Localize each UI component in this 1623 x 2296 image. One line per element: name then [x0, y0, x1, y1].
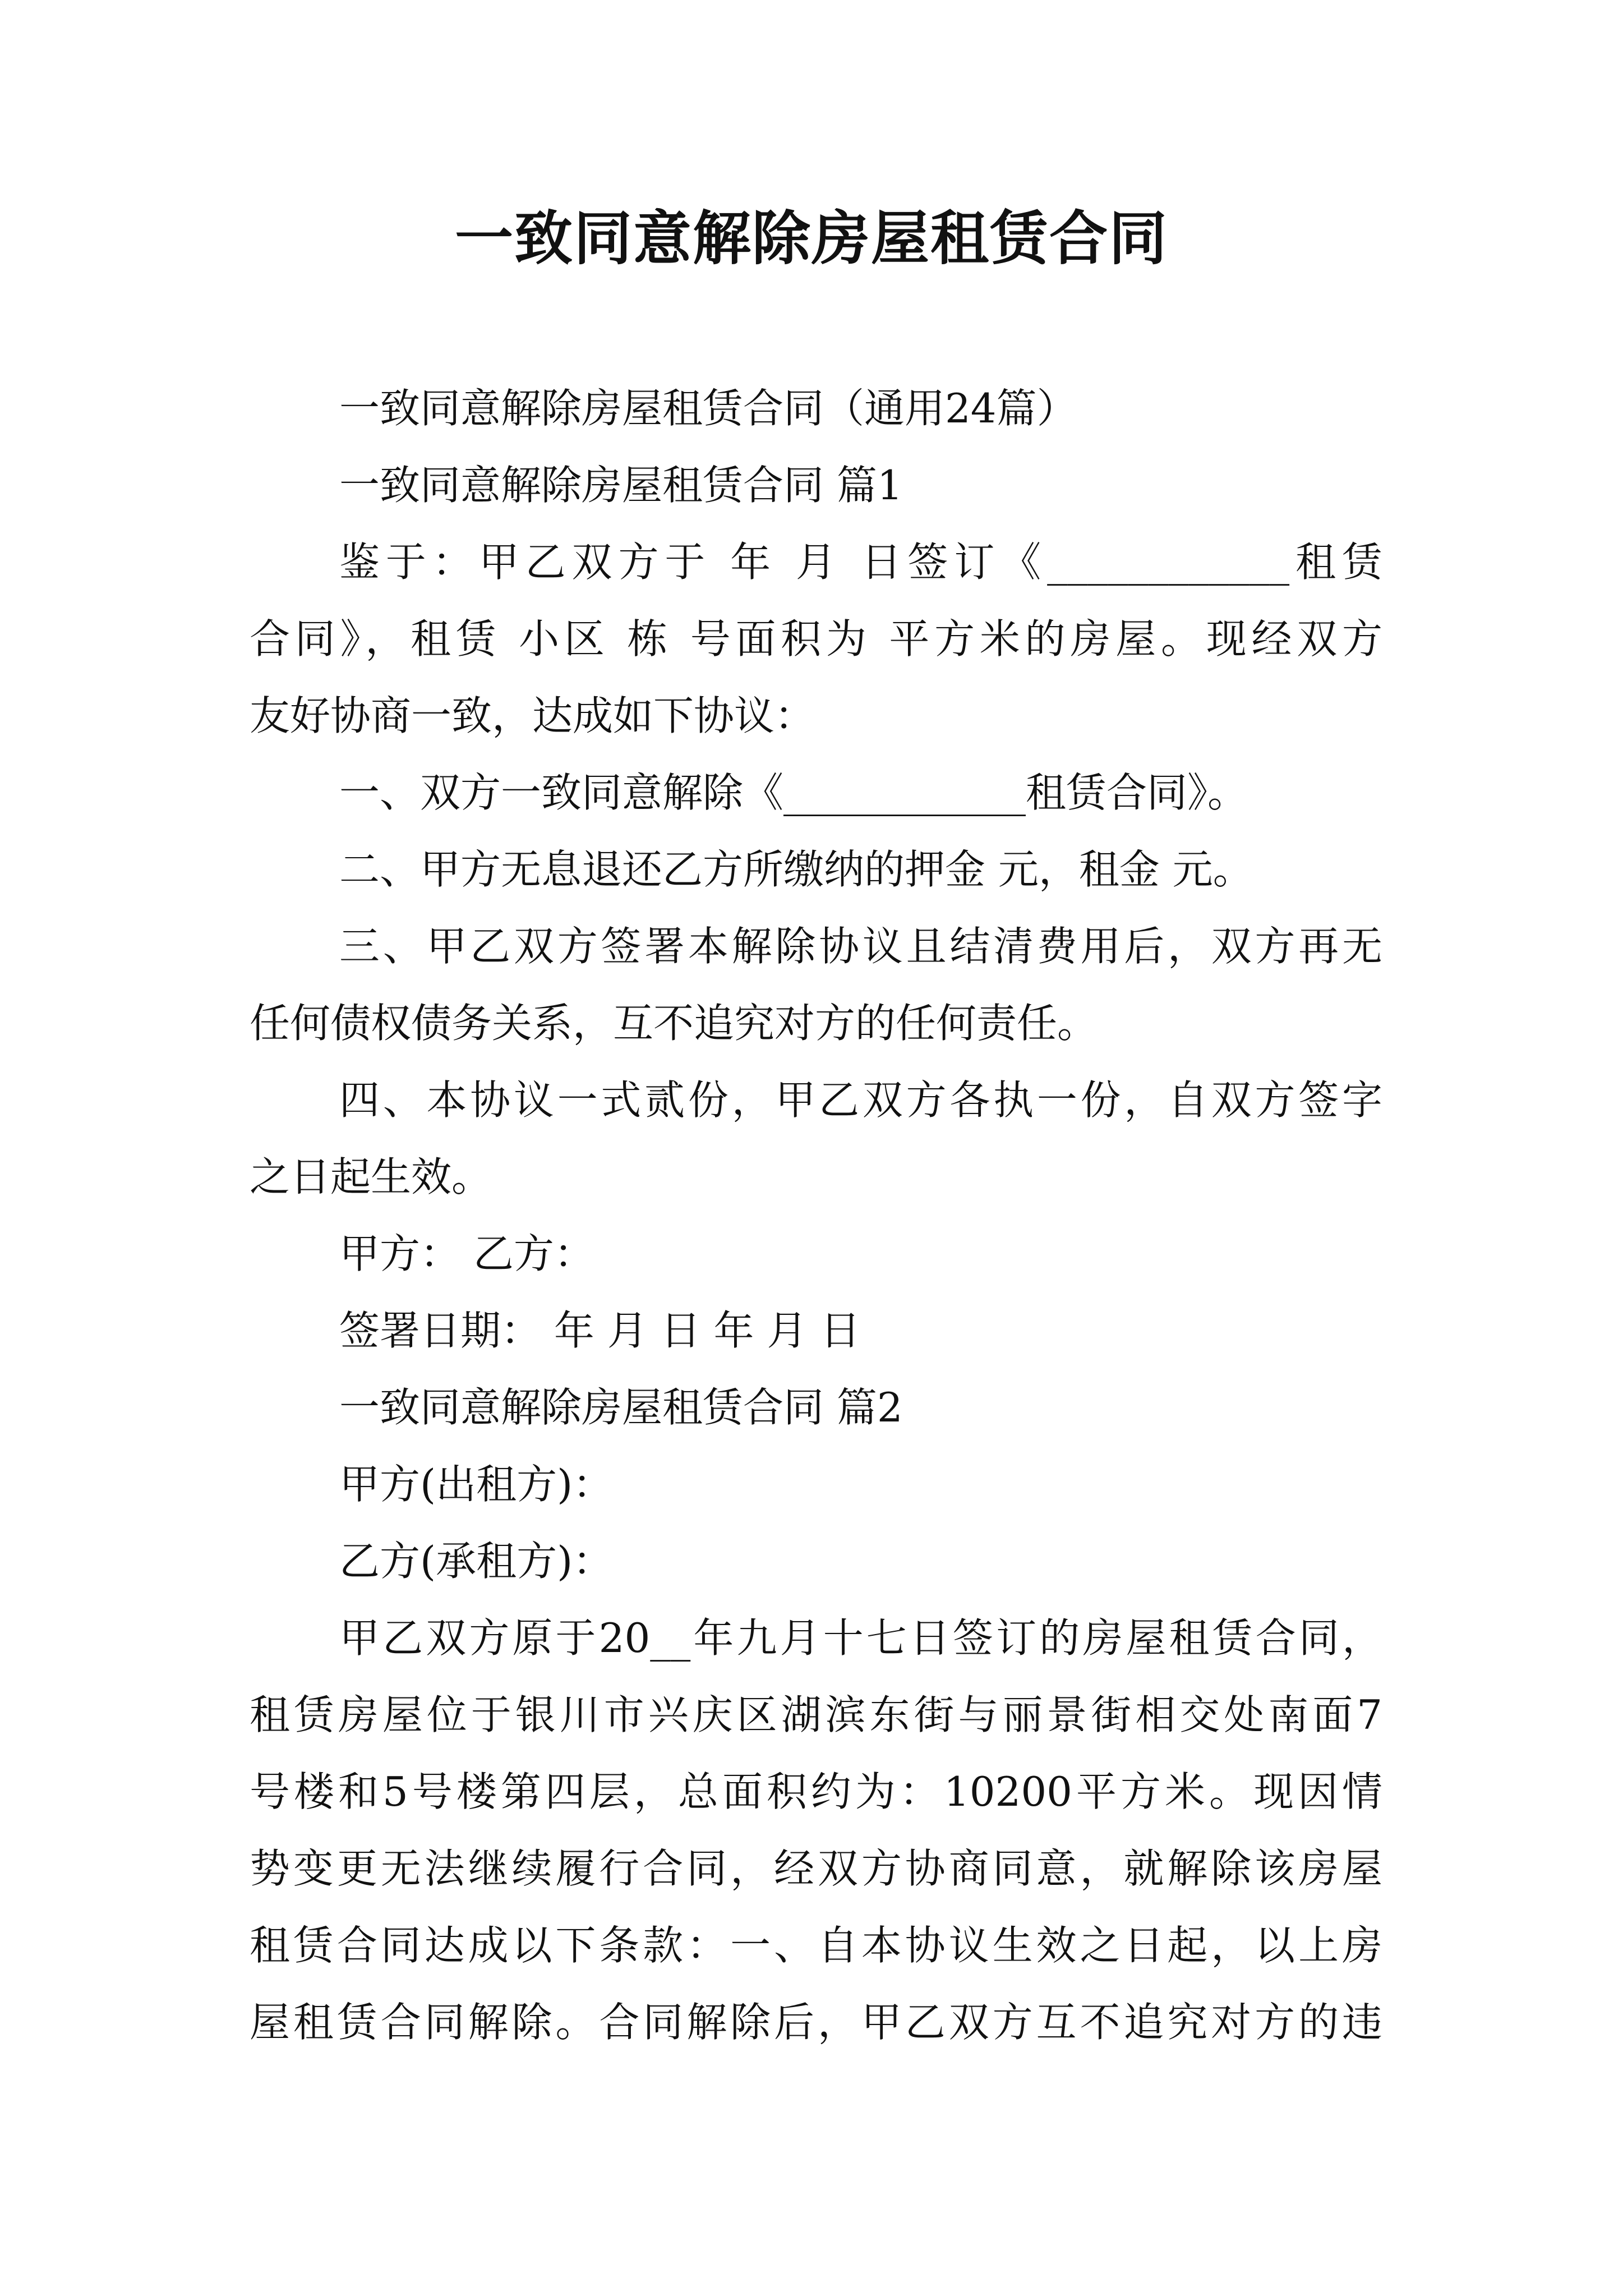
- paragraph-line: 甲乙双方原于20__年九月十七日签订的房屋租赁合同，: [339, 1614, 1382, 1662]
- section-heading-2: 一致同意解除房屋租赁合同 篇2: [339, 1384, 903, 1431]
- paragraph-line: 势变更无法继续履行合同，经双方协商同意，就解除该房屋: [250, 1845, 1382, 1892]
- paragraph-line: 合同》，租赁 小区 栋 号面积为 平方米的房屋。现经双方: [250, 615, 1382, 662]
- section-heading-1: 一致同意解除房屋租赁合同 篇1: [339, 462, 903, 509]
- paragraph-line: 鉴于：甲乙双方于 年 月 日签订《____________租赁: [339, 539, 1382, 586]
- paragraph-line: 租赁房屋位于银川市兴庆区湖滨东街与丽景街相交处南面7: [250, 1691, 1382, 1738]
- clause-line: 一、双方一致同意解除《____________租赁合同》。: [339, 769, 1248, 816]
- subtitle-line: 一致同意解除房屋租赁合同（通用24篇）: [339, 385, 1077, 432]
- clause-line: 二、甲方无息退还乙方所缴纳的押金 元，租金 元。: [339, 846, 1253, 893]
- paragraph-line: 屋租赁合同解除。合同解除后，甲乙双方互不追究对方的违: [250, 1999, 1382, 2046]
- signature-parties-line: 甲方： 乙方：: [339, 1230, 594, 1277]
- party-b-line: 乙方(承租方)：: [339, 1538, 614, 1585]
- party-a-line: 甲方(出租方)：: [339, 1461, 614, 1508]
- paragraph-line: 友好协商一致，达成如下协议：: [250, 692, 815, 739]
- paragraph-line: 号楼和5号楼第四层，总面积约为：10200平方米。现因情: [250, 1768, 1382, 1815]
- clause-line: 之日起生效。: [250, 1153, 492, 1200]
- signature-date-line: 签署日期： 年 月 日 年 月 日: [339, 1307, 861, 1354]
- document-body: [250, 370, 1382, 2061]
- document-title: 一致同意解除房屋租赁合同: [454, 204, 1168, 273]
- clause-line: 任何债权债务关系，互不追究对方的任何责任。: [250, 1000, 1098, 1047]
- paragraph-line: 租赁合同达成以下条款：一、自本协议生效之日起，以上房: [250, 1922, 1382, 1969]
- clause-line: 三、甲乙双方签署本解除协议且结清费用后，双方再无: [339, 923, 1382, 970]
- clause-line: 四、本协议一式贰份，甲乙双方各执一份，自双方签字: [339, 1076, 1382, 1124]
